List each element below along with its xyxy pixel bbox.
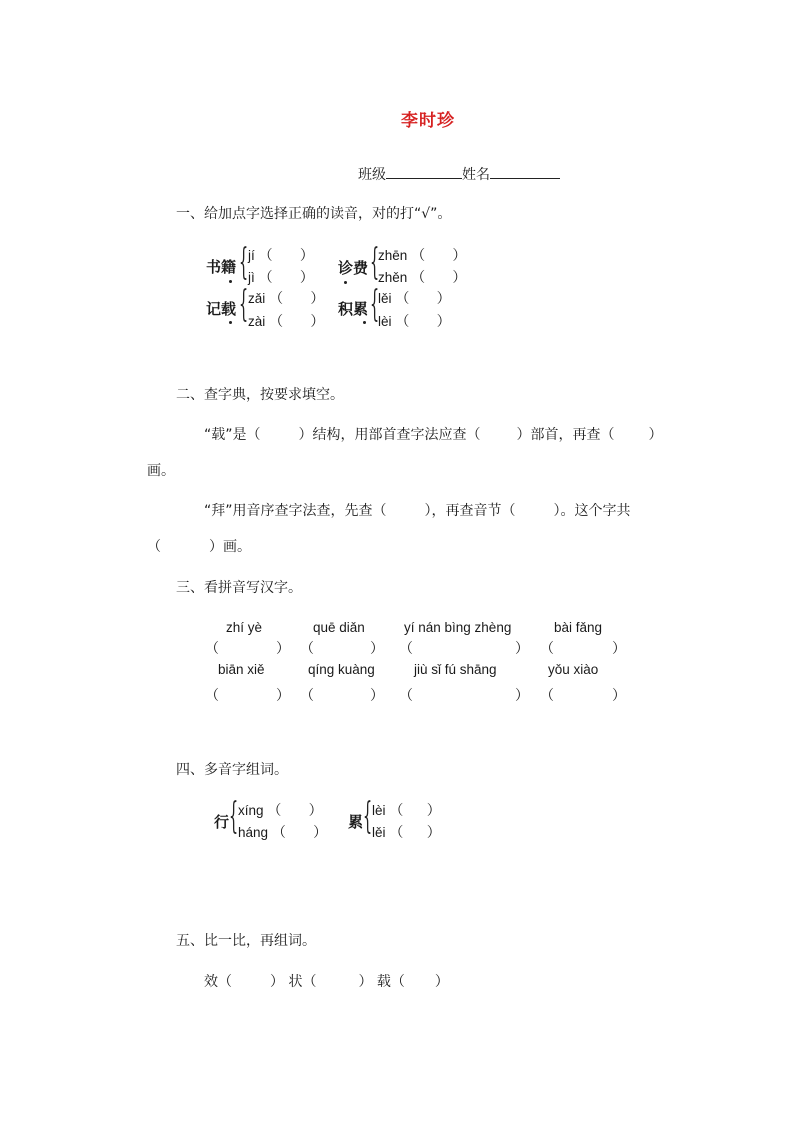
pinyin-prompt: jiù sǐ fú shāng bbox=[414, 662, 497, 677]
pinyin-option: jí bbox=[248, 248, 255, 263]
answer-box[interactable]: （ bbox=[300, 641, 314, 657]
section-1-heading: 一、给加点字选择正确的读音，对的打“√”。 bbox=[176, 206, 452, 222]
emphasis-dot bbox=[344, 281, 347, 284]
section-4-heading: 四、多音字组词。 bbox=[176, 762, 288, 778]
answer-box[interactable]: （ bbox=[300, 688, 314, 704]
word-zhenfei: 诊费 bbox=[338, 259, 369, 277]
pinyin-option: lěi bbox=[372, 825, 386, 840]
brace-icon: { bbox=[239, 242, 249, 283]
section-2-question-2: “拜”用音序查字法查，先查（ ），再查音节（ ）。这个字共 bbox=[204, 503, 631, 519]
brace-icon: { bbox=[239, 284, 249, 325]
section-5-heading: 五、比一比，再组词。 bbox=[176, 933, 316, 949]
pinyin-option: xíng bbox=[238, 803, 264, 818]
class-name-row bbox=[358, 164, 560, 184]
compare-char: 载 bbox=[376, 974, 391, 990]
pinyin-option: lěi bbox=[378, 291, 392, 306]
class-field[interactable] bbox=[386, 164, 462, 179]
section-3-heading: 三、看拼音写汉字。 bbox=[176, 580, 302, 596]
word-jizai: 记载 bbox=[206, 300, 237, 318]
compare-char: 状 bbox=[288, 974, 303, 990]
pinyin-option: lèi bbox=[372, 803, 386, 818]
answer-box[interactable]: （ bbox=[399, 641, 413, 657]
pinyin-option: zǎi bbox=[248, 291, 266, 306]
word-shuji: 书籍 bbox=[206, 258, 237, 276]
answer-box[interactable]: （ bbox=[540, 641, 554, 657]
section-2-question-1-cont: 画。 bbox=[147, 463, 175, 479]
brace-icon: { bbox=[229, 796, 239, 837]
emphasis-dot bbox=[363, 321, 366, 324]
answer-box[interactable]: （ bbox=[540, 688, 554, 704]
word-xing: 行 bbox=[214, 813, 230, 831]
pinyin-prompt: yí nán bìng zhèng bbox=[404, 620, 512, 635]
pinyin-option: zhěn bbox=[378, 270, 408, 285]
pinyin-prompt: biān xiě bbox=[218, 662, 265, 677]
emphasis-dot bbox=[229, 280, 232, 283]
pinyin-prompt: quē diǎn bbox=[313, 620, 365, 635]
section-5-items: 效（ ） 状（ ） 载（ ） bbox=[204, 974, 449, 990]
answer-box[interactable]: （ bbox=[399, 688, 413, 704]
answer-box[interactable]: （ bbox=[205, 641, 219, 657]
section-2-question-1: “载”是（ ）结构，用部首查字法应查（ ）部首，再查（ ） bbox=[204, 427, 663, 443]
pinyin-option: lèi bbox=[378, 314, 392, 329]
class-label: 班级 bbox=[358, 167, 386, 183]
pinyin-prompt: qíng kuàng bbox=[308, 662, 375, 677]
pinyin-option: jì bbox=[248, 270, 255, 285]
brace-icon: { bbox=[370, 242, 380, 283]
section-2-heading: 二、查字典，按要求填空。 bbox=[176, 387, 344, 403]
pinyin-prompt: zhí yè bbox=[226, 620, 263, 635]
section-2-question-2-cont: （ ）画。 bbox=[147, 539, 251, 555]
word-lei: 累 bbox=[348, 813, 364, 831]
pinyin-option: zhēn bbox=[378, 248, 408, 263]
answer-box[interactable]: （ bbox=[205, 688, 219, 704]
pinyin-option: zài bbox=[248, 314, 266, 329]
pinyin-prompt: yǒu xiào bbox=[548, 662, 599, 677]
pinyin-prompt: bài fǎng bbox=[554, 620, 603, 635]
brace-icon: { bbox=[370, 284, 380, 325]
word-jilei: 积累 bbox=[338, 300, 369, 318]
page-title: 李时珍 bbox=[401, 111, 455, 131]
name-label: 姓名 bbox=[462, 167, 490, 183]
emphasis-dot bbox=[229, 321, 232, 324]
pinyin-option: háng bbox=[238, 825, 269, 840]
compare-char: 效 bbox=[204, 974, 218, 990]
brace-icon: { bbox=[363, 796, 373, 837]
name-field[interactable] bbox=[490, 164, 560, 179]
